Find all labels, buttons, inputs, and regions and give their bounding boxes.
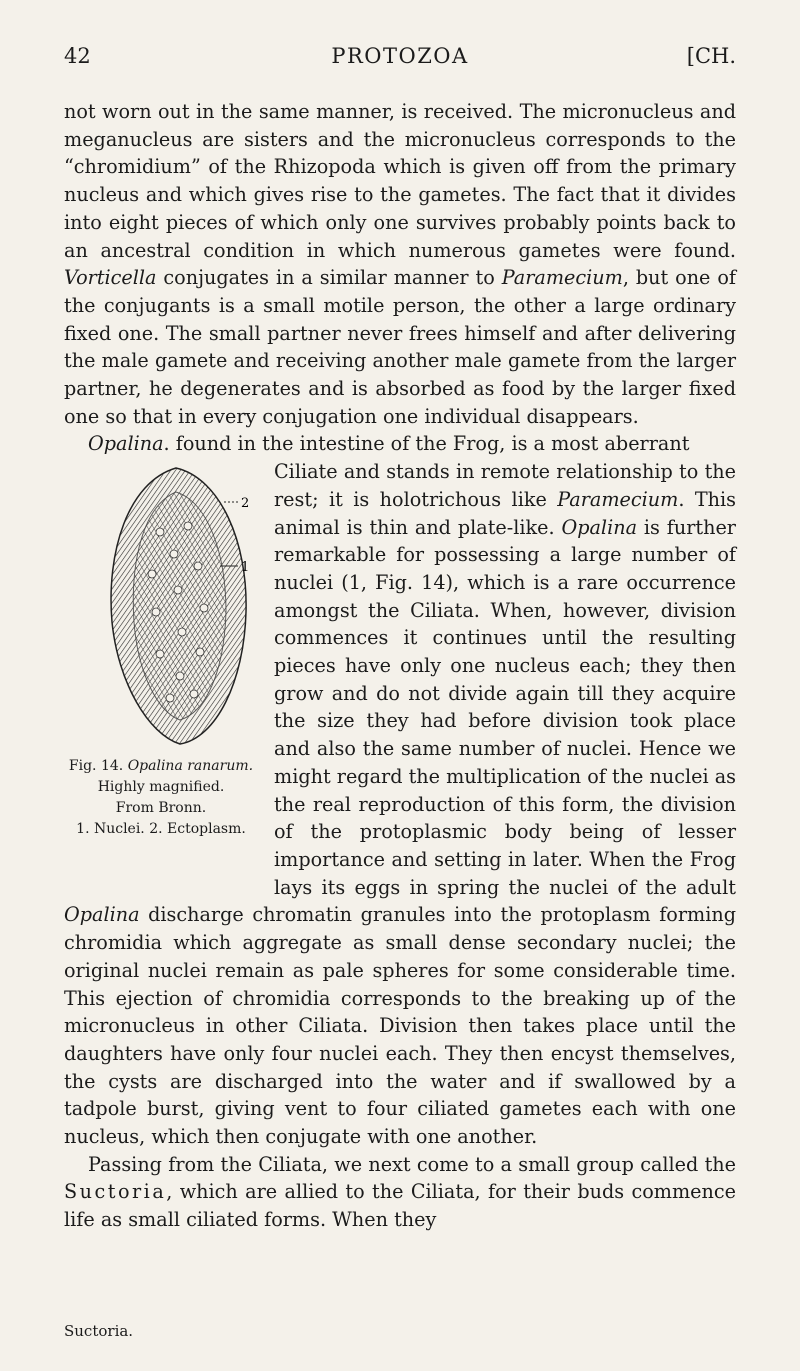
genus-name: Paramecium [557, 487, 679, 511]
figure-14 [64, 458, 264, 874]
chapter-marker: [CH. [686, 44, 736, 68]
margin-note [64, 1322, 133, 1340]
text-run: , but one of the conjugants is a small motile person, the other a large ordinary fixed one. The small partner never frees himself and after delivering the male gamete and receiving another male gamete from the larger partner, he degenerates and is absorbed as food by the larger fixed one so that in every conjugation one individual disappears. [64, 266, 736, 428]
genus-name: Vorticella [64, 266, 157, 290]
text-run: Ciliate and stands in remote relationship to the rest; it is holotrichous like [274, 460, 736, 511]
caption-fig-number: Fig. 14. [68, 758, 124, 775]
paragraph-2-lead [64, 430, 736, 458]
text-run: . found in the intestine of the Frog, is a most aberrant [163, 432, 690, 456]
page-number: 42 [64, 44, 91, 68]
text-run: is further remarkable for possessing a large number of nuclei (1, Fig. 14), which is a rare occurrence amongst the Ciliata. When, however, division commences it continues until the resulting pieces have only one nucleus each; they then grow and do not divide again till they acquire the size they had before division took place and also the same number of nuclei. Hence we might regard the multiplication of the nuclei as the real reproduction of this form, the division of the protoplasmic body being of lesser importance and setting in later. When the Frog lays its eggs in spring the nuclei of the adult [274, 515, 736, 899]
text-run: . This animal is thin and plate-like. [274, 487, 737, 539]
caption-magnification: Highly magnified. [97, 779, 225, 796]
paragraph-1 [64, 98, 736, 430]
caption-source: From Bronn. [115, 800, 207, 817]
genus-name: Opalina [88, 432, 164, 456]
genus-name: Opalina [561, 515, 638, 539]
group-name: Suctoria [64, 1180, 167, 1204]
opalina-illustration [98, 462, 258, 752]
figure-label-2: 2 [241, 496, 250, 512]
text-run: conjugates in a similar manner to [156, 266, 502, 290]
side-note-suctoria: Suctoria. [64, 1322, 134, 1340]
caption-title [64, 756, 258, 777]
text-run: not worn out in the same manner, is received. The micronucleus and meganucleus are sisters and the micronucleus corresponds to the “chromidium” of the Rhizopoda which is given off from the primary nucleus and which gives rise to the gametes. The fact that it divides into eight pieces of which only one survives probably points back to an ancestral condition in which numerous gametes were found. [64, 100, 736, 262]
genus-name: Opalina [64, 903, 140, 927]
text-run: Passing from the Ciliata, we next come to a small group called the [88, 1152, 736, 1176]
text-run: discharge chromatin granules into the protoplasm forming chromidia which aggregate as small dense secondary nuclei; the original nuclei remain as pale spheres for some considerable time. This ejection of chromidia corresponds to the breaking up of the micronucleus in other Ciliata. Division then takes place until the daughters have only four nuclei each. They then encyst themselves, the cysts are discharged into the water and if swallowed by a tadpole burst, giving vent to four ciliated gametes each with one nucleus, which then conjugate with one another. [64, 903, 736, 1149]
page-header [64, 38, 736, 78]
figure-label-1: 1 [241, 560, 250, 576]
paragraph-3 [64, 1151, 736, 1234]
figure-caption [64, 756, 258, 840]
text-run: , which are allied to the Ciliata, for their buds commence life as small ciliated forms. When they [64, 1180, 736, 1232]
body-text [64, 98, 736, 1234]
caption-species: Opalina ranarum. [127, 758, 254, 775]
caption-legend: 1. Nuclei. 2. Ectoplasm. [76, 821, 246, 838]
genus-name: Paramecium [501, 266, 623, 290]
running-title: PROTOZOA [331, 44, 469, 68]
